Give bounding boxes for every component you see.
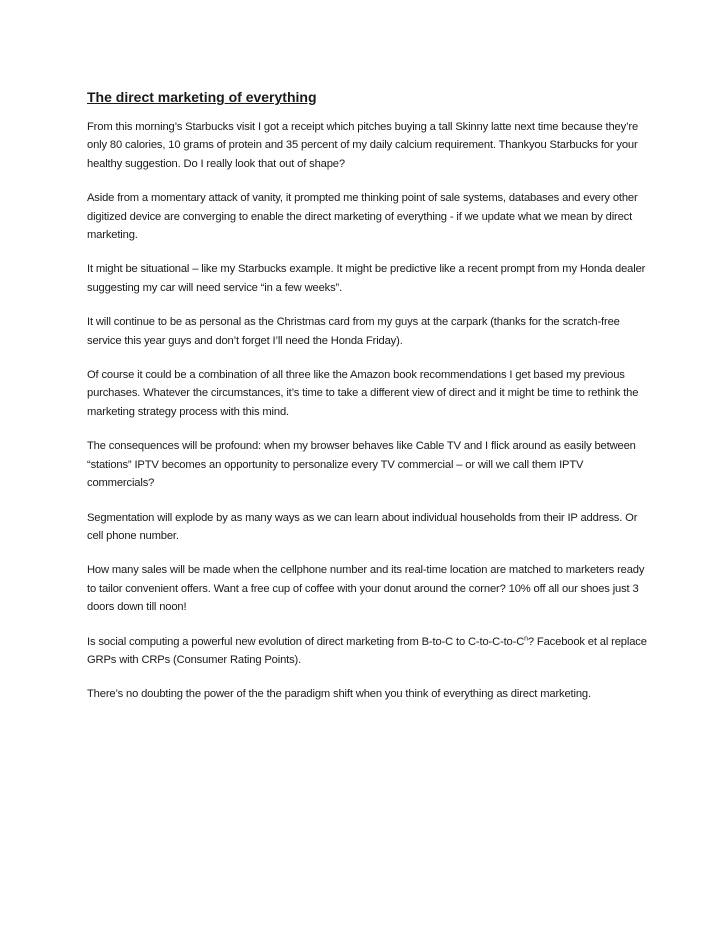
paragraph-segmentation: Segmentation will explode by as many ways as we can learn about individual households from their IP address. Or cell phone number. [87, 511, 638, 542]
paragraph-combination: Of course it could be a combination of all three like the Amazon book recommendations I get based my previous purchases. Whatever the circumstances, it’s time to take a different view of direct and it might be time to rethink the marketing strategy process with this mind. [87, 369, 639, 418]
paragraph-vanity: Aside from a momentary attack of vanity, it prompted me thinking point of sale systems, databases and every other digitized device are converging to enable the direct marketing of everything - if we update what we mean by direct marketing. [87, 192, 638, 242]
document-title: The direct marketing of everything [87, 89, 317, 105]
paragraph-social-computing [87, 633, 652, 670]
paragraph-closing: There’s no doubting the power of the the paradigm shift when you think of everything as direct marketing. [87, 688, 591, 701]
paragraph-cellphone-offers: How many sales will be made when the cellphone number and its real-time location are matched to marketers ready to tailor convenient offers. Want a free cup of coffee with your donut around the corner? 10% off all our shoes just 3 doors down till noon! [87, 564, 645, 614]
superscript-n: n [524, 634, 528, 642]
paragraph-situational: It might be situational – like my Starbucks example. It might be predictive like a recent prompt from my Honda dealer suggesting my car will need service “in a few weeks”. [87, 263, 646, 294]
social-text-after: ? Facebook et al replace GRPs with CRPs (Consumer Rating Points). [87, 635, 647, 666]
document-page [87, 88, 652, 720]
social-text-before: Is social computing a powerful new evolution of direct marketing from B-to-C to C-to-C-to-C [87, 635, 525, 648]
paragraph-consequences: The consequences will be profound: when my browser behaves like Cable TV and I flick around as easily between “stations” IPTV becomes an opportunity to personalize every TV commercial – or will we call them IPTV commercials? [87, 440, 636, 490]
paragraph-starbucks-receipt: From this morning’s Starbucks visit I got a receipt which pitches buying a tall Skinny latte next time because they’re only 80 calories, 10 grams of protein and 35 percent of my daily calcium requirement. Thankyou Starbucks for your healthy suggestion. Do I really look that out of shape? [87, 121, 639, 170]
paragraph-personal: It will continue to be as personal as the Christmas card from my guys at the carpark (thanks for the scratch-free service this year guys and don’t forget I’ll need the Honda Friday). [87, 316, 620, 347]
